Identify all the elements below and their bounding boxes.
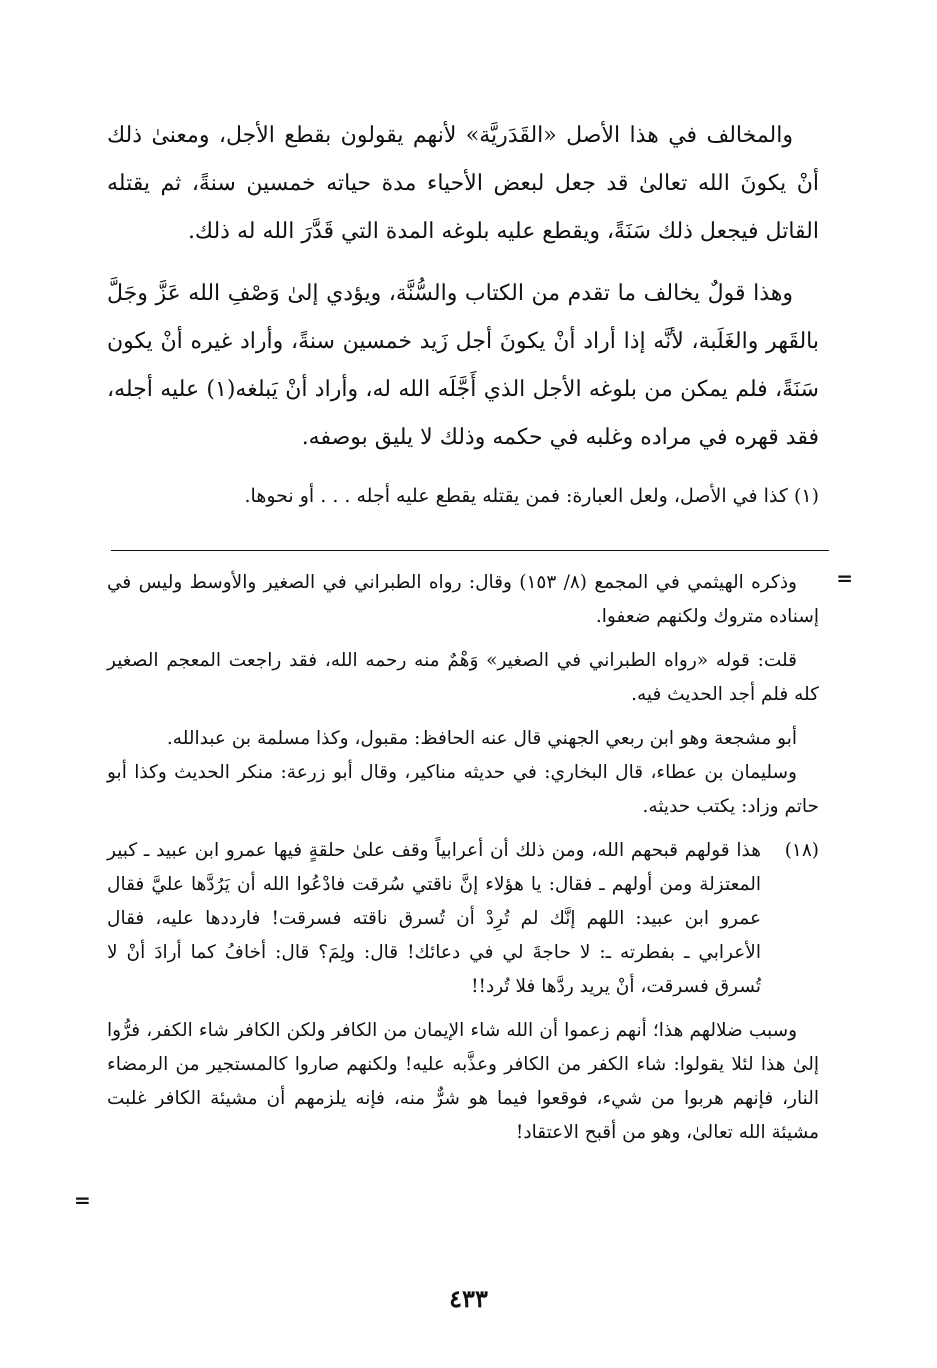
note-paragraph-1: وذكره الهيثمي في المجمع (٨/ ١٥٣) وقال: رواه الطبراني في الصغير والأوسط وليس في إسناده متروك ولكنهم ضعفوا.	[107, 572, 819, 627]
note-closing-paragraph: وسبب ضلالهم هذا؛ أنهم زعموا أن الله شاء الإيمان من الكافر ولكن الكافر شاء الكفر، فرُّوا إلىٰ هذا لئلا يقولوا: شاء الكفر من الكافر وعذَّبه عليه! ولكنهم صاروا كالمستجير من الرمضاء النار، فإنهم هربوا من شيء، فوقعوا فيما هو شرٌّ منه، فإنه يلزمهم أن مشيئة الكافر غلبت مشيئة الله تعالىٰ، وهو من أقبح الاعتقاد!	[107, 1020, 819, 1143]
page-number: ٤٣٣	[449, 1284, 488, 1313]
continuation-mark-top: =	[836, 566, 853, 590]
note-paragraph-3: أبو مشجعة وهو ابن ربعي الجهني قال عنه الحافظ: مقبول، وكذا مسلمة بن عبدالله.	[166, 728, 797, 749]
note-paragraph-2: قلت: قوله «رواه الطبراني في الصغير» وَهْمٌ منه رحمه الله، فقد راجعت المعجم الصغير كله فلم أجد الحديث فيه.	[107, 650, 819, 705]
continuation-mark-bottom: =	[74, 1188, 91, 1212]
notes-divider	[111, 550, 829, 551]
note-paragraph-4: وسليمان بن عطاء، قال البخاري: في حديثه مناكير، وقال أبو زرعة: منكر الحديث وكذا أبو حاتم وزاد: يكتب حديثه.	[107, 762, 819, 817]
main-text	[107, 112, 819, 462]
note-18	[107, 834, 819, 1004]
main-paragraph-2: وهذا قولٌ يخالف ما تقدم من الكتاب والسُّنَّة، ويؤدي إلىٰ وَصْفِ الله عَزَّ وجَلَّ بالقَهر والغَلَبة، لأنَّه إذا أراد أنْ يكونَ أجل زَيد خمسين سنةً، وأراد غيره أنْ يكون سَنَةً، فلم يمكن من بلوغه الأجل الذي أَجَّلَه الله له، وأراد أنْ يَبلغه(١) عليه أجله، فقد قهره في مراده وغلبه في حكمه وذلك لا يليق بوصفه.	[107, 281, 819, 450]
note-18-text: هذا قولهم قبحهم الله، ومن ذلك أن أعرابياً وقف علىٰ حلقةٍ فيها عمرو ابن عبيد ـ كبير المعتزلة ومن أولهم ـ فقال: يا هؤلاء إنَّ ناقتي سُرقت فادْعُوا الله أن يَرُدَّها عليَّ فقال عمرو ابن عبيد: اللهم إنَّك لم تُرِدْ أن تُسرق ناقته فسرقت! فارددها عليه، فقال الأعرابي ـ بفطرته ـ: لا حاجةَ لي في دعائك! قال: ولِمَ؟ قال: أخافُ كما أرادَ أنْ لا تُسرق فسرقت، أنْ يريد ردَّها فلا تُرد!!	[107, 840, 761, 997]
note-number: (١٨)	[784, 840, 819, 861]
page-footnote: (١) كذا في الأصل، ولعل العبارة: فمن يقتله يقطع عليه أجله . . . أو نحوها.	[244, 485, 819, 507]
notes-section	[107, 566, 819, 1160]
main-paragraph-1: والمخالف في هذا الأصل «القَدَريَّة» لأنهم يقولون بقطع الأجل، ومعنىٰ ذلك أنْ يكونَ الله تعالىٰ قد جعل لبعض الأحياء مدة حياته خمسين سنةً، ثم يقتله القاتل فيجعل ذلك سَنَةً، ويقطع عليه بلوغه المدة التي قَدَّرَ الله له ذلك.	[107, 123, 819, 244]
